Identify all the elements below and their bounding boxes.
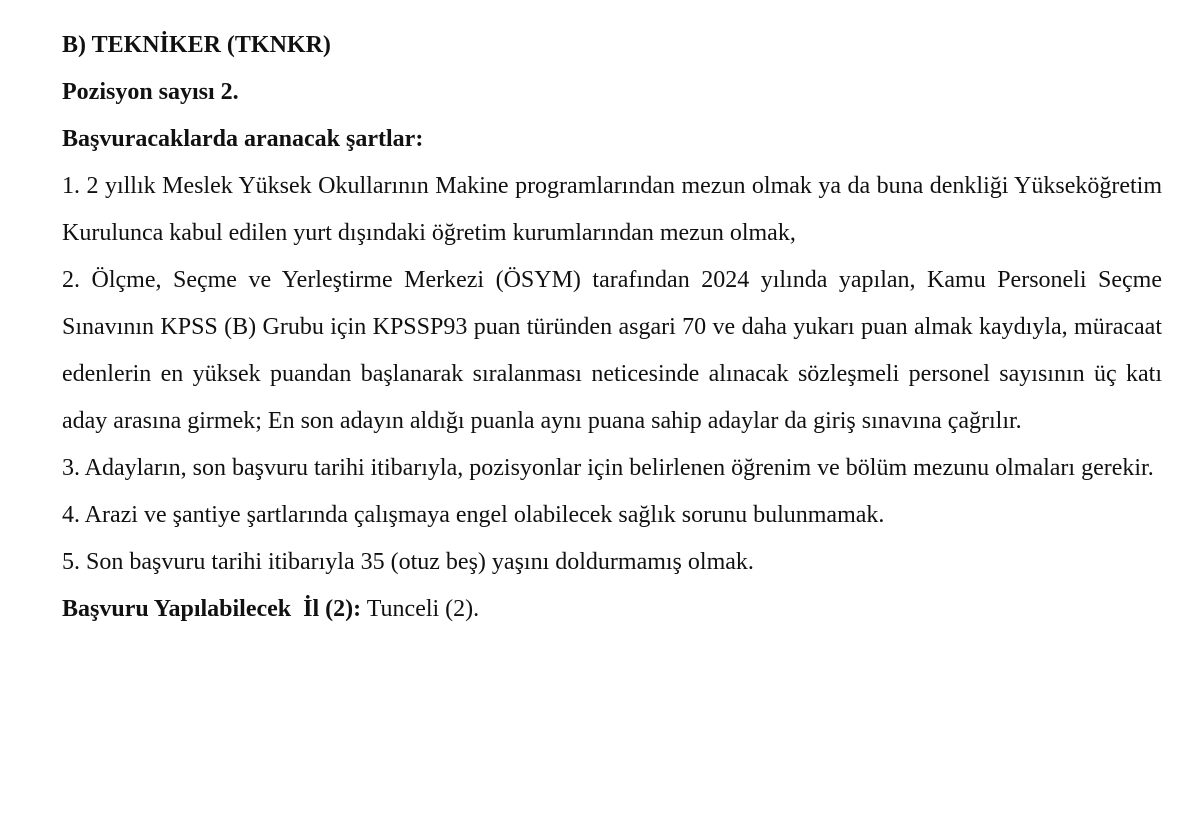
requirement-item-5: 5. Son başvuru tarihi itibarıyla 35 (otuz beş) yaşını doldurmamış olmak. — [62, 549, 754, 575]
application-line — [62, 586, 1162, 633]
application-value: Tunceli (2). — [366, 596, 480, 622]
requirements-title: Başvuracaklarda aranacak şartlar: — [62, 126, 424, 152]
document-body — [62, 22, 1162, 633]
requirement-item-2: 2. Ölçme, Seçme ve Yerleştirme Merkezi (ÖSYM) tarafından 2024 yılında yapılan, Kamu Personeli Seçme Sınavının KPSS (B) Grubu için KPSSP93 puan türünden asgari 70 ve daha yukarı puan almak kaydıyla, müracaat edenlerin en yüksek puandan başlanarak sıralanması neticesinde alınacak sözleşmeli personel sayısının üç katı aday arasına girmek; En son adayın aldığı puanla aynı puana sahip adaylar da giriş sınavına çağrılır. — [62, 267, 1162, 434]
requirement-item-1: 1. 2 yıllık Meslek Yüksek Okullarının Makine programlarından mezun olmak ya da buna denkliği Yükseköğretim Kurulunca kabul edilen yurt dışındaki öğretim kurumlarından mezun olmak, — [62, 173, 1162, 246]
application-label: Başvuru Yapılabilecek İl (2): — [62, 596, 362, 622]
position-count: Pozisyon sayısı 2. — [62, 79, 239, 105]
requirement-item-3: 3. Adayların, son başvuru tarihi itibarıyla, pozisyonlar için belirlenen öğrenim ve bölüm mezunu olmaları gerekir. — [62, 455, 1154, 481]
section-heading: B) TEKNİKER (TKNKR) — [62, 32, 331, 58]
requirement-item-4: 4. Arazi ve şantiye şartlarında çalışmaya engel olabilecek sağlık sorunu bulunmamak. — [62, 502, 885, 528]
